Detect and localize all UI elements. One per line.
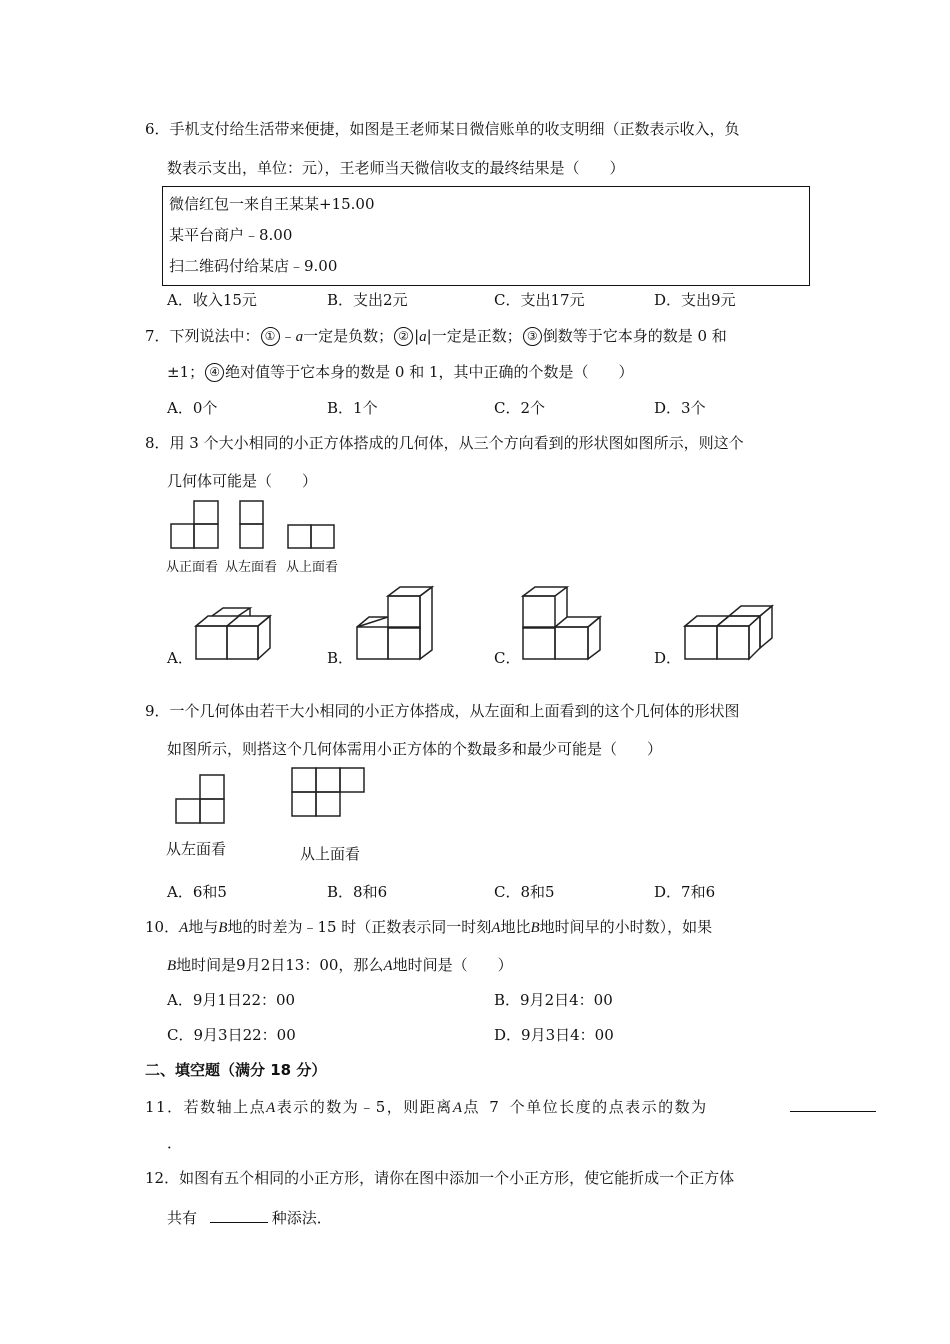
q10-option-c: C．9月3日22：00	[167, 1026, 296, 1044]
q7-line2	[167, 361, 634, 382]
var-A: A	[452, 1100, 464, 1116]
front-view-figure	[170, 500, 220, 550]
q10-text: 地时间是9月2日13：00，那么	[176, 956, 384, 974]
q7-option-b: B．1个	[327, 399, 378, 417]
var-A: A	[491, 920, 501, 936]
var-B: B	[167, 958, 177, 974]
left-view-label: 从左面看	[166, 840, 227, 858]
q10-text: 10．	[145, 918, 180, 936]
q10-option-a: A．9月1日22：00	[167, 991, 296, 1009]
bill-row: 某平台商户﹣8.00	[169, 226, 293, 244]
q10-text: 地比	[500, 918, 531, 936]
q6-option-c: C．支出17元	[494, 291, 585, 309]
q7-text: 7．下列说法中：	[145, 327, 260, 345]
front-view-label: 从正面看	[166, 560, 219, 575]
bill-row: 扫二维码付给某店﹣9.00	[169, 257, 338, 275]
bill-row: 微信红包一来自王某某+15.00	[169, 195, 375, 213]
var-a: a	[419, 329, 427, 345]
q8-option-c: C．	[494, 649, 521, 667]
q10-text: 地的时差为﹣15 时（正数表示同一时刻	[227, 918, 492, 936]
q11-end: ．	[167, 1134, 183, 1152]
q6-line1: 6．手机支付给生活带来便捷，如图是王老师某日微信账单的收支明细（正数表示收入，负	[145, 120, 740, 138]
bill-box	[162, 186, 810, 286]
q8-option-d: D．	[654, 649, 682, 667]
q7-text: 绝对值等于它本身的数是 0 和 1，其中正确的个数是（ ）	[225, 363, 634, 381]
var-A: A	[383, 958, 393, 974]
minus-sign: ﹣	[280, 327, 296, 345]
q10-line1	[145, 916, 712, 937]
left-view-figure	[239, 500, 265, 550]
q8-line1: 8．用 3 个大小相同的小正方体搭成的几何体，从三个方向看到的形状图如图所示，则这个	[145, 434, 744, 452]
option-b-figure	[356, 586, 436, 662]
q6-option-b: B．支出2元	[327, 291, 408, 309]
circled-one: ①	[261, 327, 280, 346]
left-view-label: 从左面看	[225, 560, 278, 575]
left-view-figure	[175, 774, 227, 826]
option-d-figure	[684, 604, 776, 664]
q9-line1: 9．一个几何体由若干大小相同的小正方体搭成，从左面和上面看到的这个几何体的形状图	[145, 702, 740, 720]
q7-text: 倒数等于它本身的数是 0 和	[542, 327, 727, 345]
q9-line2: 如图所示，则搭这个几何体需用小正方体的个数最多和最少可能是（ ）	[167, 740, 663, 758]
q7-option-a: A．0个	[167, 399, 218, 417]
circled-two: ②	[394, 327, 413, 346]
q12-line2	[167, 1207, 332, 1228]
top-view-label: 从上面看	[300, 845, 361, 863]
circled-three: ③	[523, 327, 542, 346]
q6-option-d: D．支出9元	[654, 291, 736, 309]
option-c-figure	[522, 586, 604, 662]
q6-option-a: A．收入15元	[167, 291, 257, 309]
var-B: B	[218, 920, 228, 936]
q9-option-a: A．6和5	[167, 883, 227, 901]
q11-text: 表示的数为﹣5，则距离	[276, 1098, 453, 1116]
q10-option-b: B．9月2日4：00	[494, 991, 613, 1009]
q10-text: 地时间早的小时数），如果	[539, 918, 713, 936]
option-a-figure	[195, 604, 275, 664]
section-title: 二、填空题（满分 18 分）	[145, 1061, 327, 1079]
q11-answer-blank[interactable]	[790, 1096, 876, 1111]
q7-option-d: D．3个	[654, 399, 706, 417]
abs-bar: |	[414, 327, 420, 345]
var-B: B	[530, 920, 540, 936]
q12-answer-blank[interactable]	[210, 1207, 268, 1223]
q7-line1	[145, 325, 727, 346]
q11-line1	[145, 1096, 708, 1117]
q11-text: 点 7 个单位长度的点表示的数为	[463, 1098, 708, 1116]
circled-four: ④	[205, 363, 224, 382]
q12-text: 共有	[167, 1209, 198, 1227]
q9-option-b: B．8和6	[327, 883, 388, 901]
var-a: a	[295, 329, 304, 345]
var-A: A	[266, 1100, 277, 1116]
top-view-label: 从上面看	[286, 560, 339, 575]
q10-text: 地与	[188, 918, 219, 936]
q7-text: 一定是负数；	[303, 327, 394, 345]
q10-option-d: D．9月3日4：00	[494, 1026, 614, 1044]
q7-option-c: C．2个	[494, 399, 546, 417]
q9-option-d: D．7和6	[654, 883, 716, 901]
q7-text: ±1；	[167, 363, 205, 381]
q10-line2	[167, 954, 513, 975]
q9-option-c: C．8和5	[494, 883, 555, 901]
q12-line1: 12．如图有五个相同的小正方形，请你在图中添加一个小正方形，使它能折成一个正方体	[145, 1169, 735, 1187]
q10-text: 地时间是（ ）	[392, 956, 513, 974]
top-view-figure	[291, 767, 367, 819]
var-A: A	[179, 920, 189, 936]
q11-text: 11．若数轴上点	[145, 1098, 267, 1116]
q6-line2: 数表示支出，单位：元），王老师当天微信收支的最终结果是（ ）	[167, 159, 625, 177]
q12-text: 种添法．	[271, 1209, 332, 1227]
q8-line2: 几何体可能是（ ）	[167, 472, 318, 490]
q8-option-b: B．	[327, 649, 354, 667]
top-view-figure	[287, 524, 337, 550]
q8-option-a: A．	[167, 649, 193, 667]
q7-text: |一定是正数；	[426, 327, 522, 345]
